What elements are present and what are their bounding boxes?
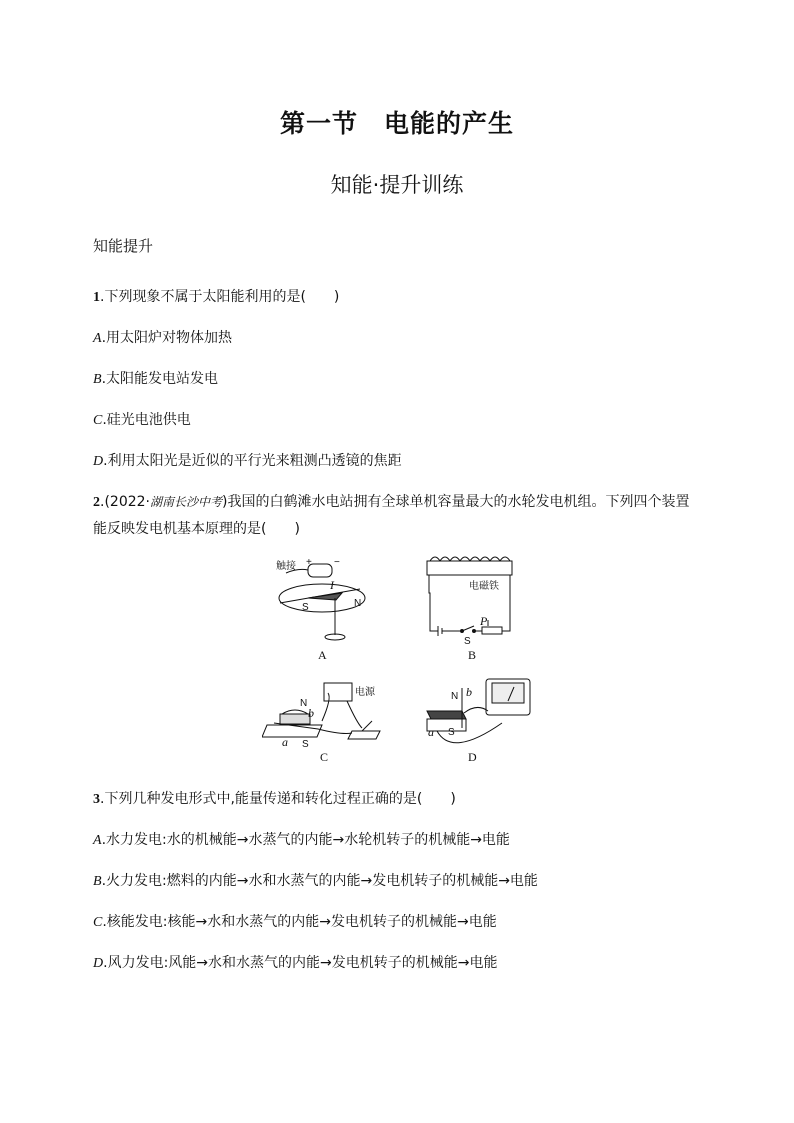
question-2-stem-line-2: 能反映发电机基本原理的是( ) [93, 521, 300, 537]
question-1-option-a[interactable] [93, 327, 232, 347]
option-text: .火力发电:燃料的内能→水和水蒸气的内能→发电机转子的机械能→电能 [101, 873, 538, 889]
figure-c-s-label: S [302, 739, 309, 750]
question-1-option-d[interactable] [93, 450, 402, 470]
question-2-stem-line-1 [93, 491, 689, 511]
figure-a-touch-label: 触接 [276, 561, 296, 572]
question-3-option-a[interactable] [93, 829, 510, 849]
question-text: )我国的白鹤滩水电站拥有全球单机容量最大的水轮发电机组。下列四个装置 [222, 494, 690, 510]
question-source: 湖南长沙中考 [150, 495, 223, 509]
figure-b-s-label: S [464, 636, 471, 647]
figure-c-a-label: a [282, 735, 288, 749]
question-3-option-b[interactable] [93, 870, 538, 890]
section-title: 知能提升 [93, 237, 154, 255]
question-text: .下列现象不属于太阳能利用的是( ) [100, 289, 340, 305]
figure-a-minus-label: − [334, 557, 340, 568]
question-number: 2 [93, 495, 100, 510]
figure-d-apparatus [427, 679, 530, 743]
option-letter: C [93, 915, 103, 930]
figure-c-b-label: b [308, 706, 314, 720]
option-letter: D [93, 956, 104, 971]
option-letter: B [93, 372, 102, 387]
figure-a-plus-label: + [306, 557, 312, 568]
option-letter: D [93, 454, 104, 469]
figure-svg [262, 553, 542, 768]
option-text: .太阳能发电站发电 [101, 371, 219, 387]
figure-a-current-label: I [330, 578, 334, 592]
figure-label-a: A [318, 648, 327, 662]
question-1-option-b[interactable] [93, 368, 218, 388]
question-3-option-d[interactable] [93, 952, 497, 972]
question-number: 1 [93, 290, 100, 305]
page-subtitle: 知能·提升训练 [330, 173, 464, 197]
option-letter: A [93, 331, 102, 346]
question-3-option-c[interactable] [93, 911, 497, 931]
figure-d-n-label: N [451, 691, 459, 702]
option-text: .硅光电池供电 [102, 412, 191, 428]
option-text: .核能发电:核能→水和水蒸气的内能→发电机转子的机械能→电能 [102, 914, 497, 930]
question-text: .(2022· [100, 494, 150, 510]
figure-c-n-label: N [300, 698, 308, 709]
question-1-option-c[interactable] [93, 409, 191, 429]
question-text: .下列几种发电形式中,能量传递和转化过程正确的是( ) [100, 791, 456, 807]
figure-b-p-label: P [480, 614, 488, 628]
figure-d-s-label: S [448, 727, 455, 738]
question-1-stem [93, 286, 339, 306]
option-text: .利用太阳光是近似的平行光来粗测凸透镜的焦距 [103, 453, 402, 469]
option-text: .用太阳炉对物体加热 [101, 330, 233, 346]
figure-label-c: C [320, 750, 329, 764]
option-letter: C [93, 413, 103, 428]
option-text: .水力发电:水的机械能→水蒸气的内能→水轮机转子的机械能→电能 [101, 832, 510, 848]
question-number: 3 [93, 792, 100, 807]
figure-c-power-label: 电源 [355, 687, 375, 698]
figure-d-b-label: b [466, 685, 472, 699]
option-text: .风力发电:风能→水和水蒸气的内能→发电机转子的机械能→电能 [103, 955, 498, 971]
figure-d-a-label: a [428, 725, 434, 739]
figure-a-south-label: S [302, 602, 309, 613]
figure-label-d: D [468, 750, 477, 764]
figure-label-b: B [468, 648, 477, 662]
figure-a-apparatus [279, 564, 365, 640]
figure-a-north-label: N [354, 598, 362, 609]
figure-b-electromagnet-label: 电磁铁 [469, 581, 499, 592]
page-title: 第一节 电能的产生 [279, 109, 514, 138]
generator-figure [262, 553, 542, 768]
option-letter: B [93, 874, 102, 889]
option-letter: A [93, 833, 102, 848]
figure-b-apparatus [427, 557, 512, 636]
question-3-stem [93, 788, 456, 808]
